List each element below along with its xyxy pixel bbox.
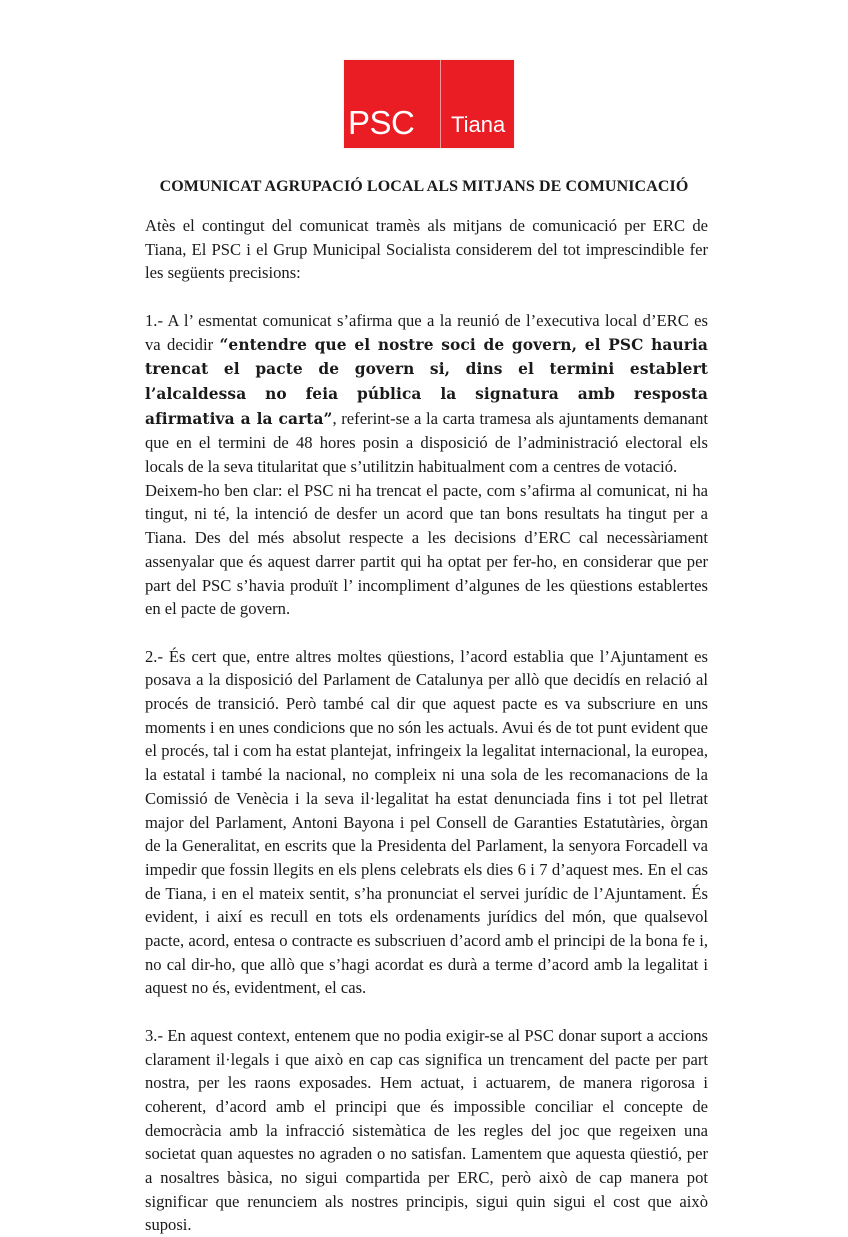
point-1-second-paragraph: Deixem-ho ben clar: el PSC ni ha trencat el pacte, com s’afirma al comunicat, ni ha tingut, ni té, la intenció de desfer un acord que tan bons resultats ha tingut per a Tiana. Des del més absolut respecte a les decisions d’ERC cal necessàriament assenyalar que és aquest darrer partit qui ha optat per fer-ho, en considerar que per part del PSC s’havia produït l’ incompliment d’algunes de les qüestions establertes en el pacte de govern.: [145, 480, 708, 619]
document-body: [145, 214, 708, 1237]
point-1-quote: “entendre que el nostre soci de govern, el PSC hauria trencat el pacte de govern si, dins el termini establert l’alcaldessa no feia pública la signatura amb resposta afirmativa a la carta”: [145, 335, 708, 428]
point-3-paragraph: 3.- En aquest context, entenem que no podia exigir-se al PSC donar suport a accions clarament il·legals i que això en cap cas significa un trencament del pacte per part nostra, per les raons exposades. Hem actuat, i actuarem, de manera rigorosa i coherent, d’acord amb el principi que és impossible conciliar el concepte de democràcia amb la infracció sistemàtica de les regles del joc que regeixen una societat quan aquestes no agraden o no satisfan. Lamentem que aquesta qüestió, per a nosaltres bàsica, no sigui compartida per ERC, però això de cap manera pot significar que renunciem als nostres principis, sigui quin sigui el cost que això suposi.: [145, 1025, 708, 1235]
paragraph-spacer: [145, 621, 708, 645]
logo-psc-panel: [344, 60, 441, 148]
point-1-tail: , referint-se a la carta tramesa als ajuntaments demanant que en el termini de 48 hores posin a disposició de l’administració electoral els locals de la seva titularitat que s’utilitzin habitualment com a centres de votació.: [145, 408, 708, 477]
document-title: COMUNICAT AGRUPACIÓ LOCAL ALS MITJANS DE COMUNICACIÓ: [159, 178, 689, 195]
point-2-paragraph: 2.- És cert que, entre altres moltes qüestions, l’acord establia que l’Ajuntament es posava a la disposició del Parlament de Catalunya per allò que decidís en relació al procés de transició. Però també cal dir que aquest pacte es va subscriure en uns moments i en unes condicions que no són les actuals. Avui és de tot punt evident que el procés, tal i com ha estat plantejat, infringeix la legalitat internacional, la europea, la estatal i també la nacional, no compleix ni una sola de les recomanacions de la Comissió de Venècia i la seva il·legalitat ha estat denunciada fins i tot pel lletrat major del Parlament, Antoni Bayona i pel Consell de Garanties Estatutàries, òrgan de la Generalitat, en escrits que la Presidenta del Parlament, la senyora Forcadell va impedir que fossin llegits en els plens celebrats els dies 6 i 7 d’aquest mes. En el cas de Tiana, i en el mateix sentit, s’ha pronunciat el servei jurídic de l’Ajuntament. És evident, i així es recull en tots els ordenaments jurídics del món, que qualsevol pacte, acord, entesa o contracte es subscriuen d’acord amb el principi de la bona fe i, no cal dir-ho, que allò que s’hagi acordat es durà a terme d’acord amb la legalitat i aquest no és, evidentment, el cas.: [145, 646, 708, 998]
logo-tiana-text: Tiana: [451, 112, 506, 137]
logo-psc-text: PSC: [348, 104, 415, 141]
paragraph-spacer: [145, 285, 708, 309]
psc-tiana-logo: [344, 60, 514, 148]
paragraph-spacer: [145, 1000, 708, 1024]
point-1-lead: 1.- A l’ esmentat comunicat s’afirma que a la reunió de l’executiva local d’ERC es va decidir: [145, 310, 708, 354]
logo-tiana-panel: [441, 60, 514, 148]
intro-paragraph: Atès el contingut del comunicat tramès als mitjans de comunicació per ERC de Tiana, El PSC i el Grup Municipal Socialista considerem del tot imprescindible fer les següents precisions:: [145, 216, 708, 283]
point-1-paragraph: [145, 309, 708, 479]
